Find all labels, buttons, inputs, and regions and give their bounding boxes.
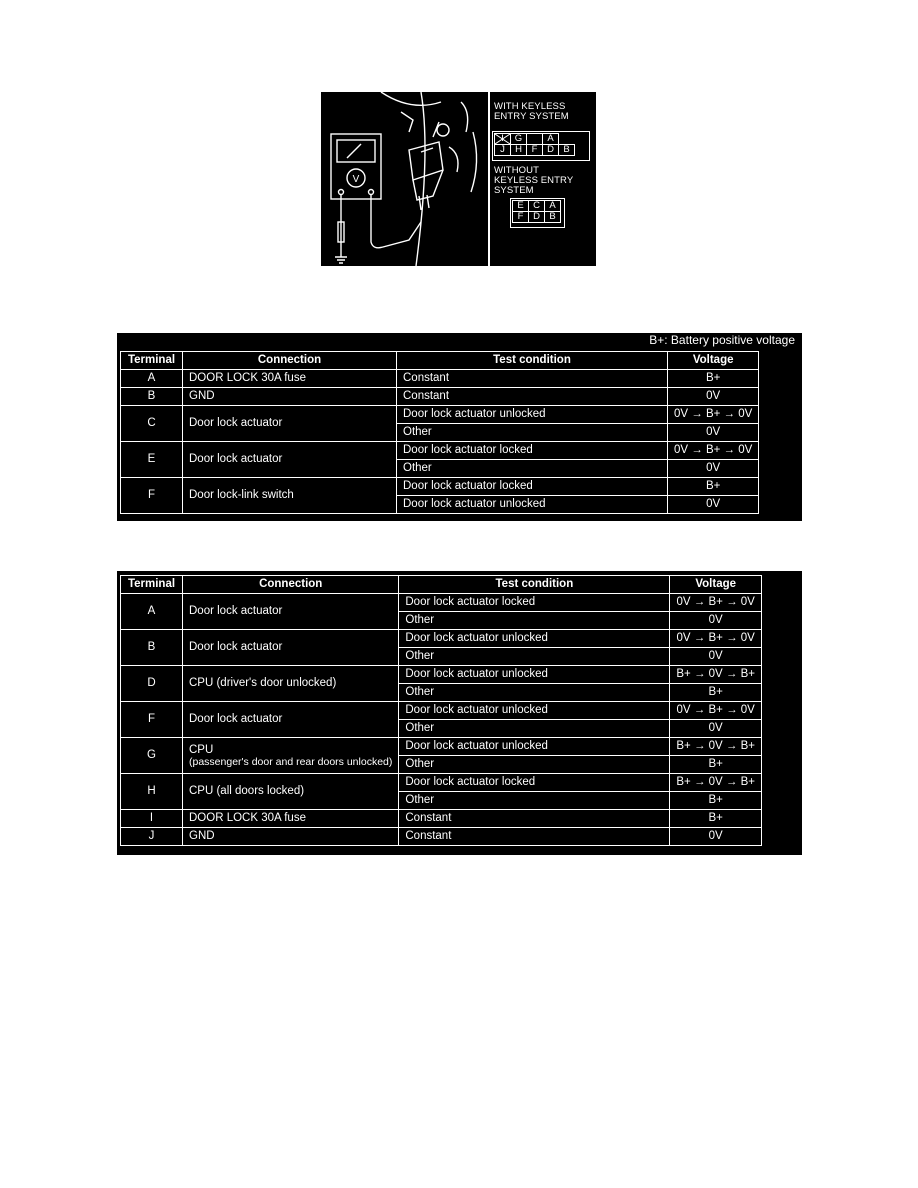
pin: D xyxy=(529,212,545,223)
voltage-cell: 0V xyxy=(670,648,762,666)
connection-sub: (passenger's door and rear doors unlocked) xyxy=(189,755,393,768)
voltage-cell: 0V → B+ → 0V xyxy=(670,702,762,720)
connection-cell: GND xyxy=(183,828,399,846)
table-row xyxy=(121,738,762,756)
voltage-cell: 0V xyxy=(670,828,762,846)
test-cell: Door lock actuator unlocked xyxy=(399,666,670,684)
pin: E xyxy=(513,201,529,212)
table-row xyxy=(121,388,759,406)
pin: C xyxy=(529,201,545,212)
pin: B xyxy=(545,212,561,223)
terminal-cell: I xyxy=(121,810,183,828)
voltage-cell: 0V xyxy=(670,612,762,630)
connection-cell: CPU (all doors locked) xyxy=(183,774,399,810)
terminal-cell: A xyxy=(121,594,183,630)
table-row xyxy=(121,478,759,496)
test-cell: Other xyxy=(399,612,670,630)
blank-pin-cross xyxy=(495,134,510,144)
voltage-cell: B+ → 0V → B+ xyxy=(670,774,762,792)
voltage-cell: B+ xyxy=(668,370,759,388)
voltage-table-2 xyxy=(120,575,762,846)
terminal-cell: B xyxy=(121,630,183,666)
connection-cell: DOOR LOCK 30A fuse xyxy=(183,370,397,388)
voltage-cell: 0V → B+ → 0V xyxy=(670,630,762,648)
pin: F xyxy=(527,145,543,156)
pin: A xyxy=(543,134,559,145)
terminal-cell: F xyxy=(121,702,183,738)
test-cell: Door lock actuator locked xyxy=(397,478,668,496)
voltage-cell: B+ xyxy=(670,756,762,774)
no-keyless-connector xyxy=(512,200,561,223)
voltage-cell: 0V → B+ → 0V xyxy=(668,442,759,460)
test-cell: Door lock actuator locked xyxy=(397,442,668,460)
connection-cell: Door lock actuator xyxy=(183,406,397,442)
connector-diagram xyxy=(321,92,596,266)
terminal-cell: C xyxy=(121,406,183,442)
test-cell: Other xyxy=(397,424,668,442)
voltage-cell: 0V xyxy=(668,424,759,442)
voltage-cell: B+ → 0V → B+ xyxy=(670,666,762,684)
connection-cell: Door lock-link switch xyxy=(183,478,397,514)
table-header-row xyxy=(121,576,762,594)
connection-cell xyxy=(183,738,399,774)
test-cell: Other xyxy=(399,648,670,666)
keyless-connector xyxy=(494,133,575,156)
voltage-cell: B+ → 0V → B+ xyxy=(670,738,762,756)
header-terminal: Terminal xyxy=(121,352,183,370)
table-row xyxy=(121,370,759,388)
test-cell: Door lock actuator unlocked xyxy=(397,496,668,514)
voltage-cell: 0V xyxy=(668,496,759,514)
voltage-cell: B+ xyxy=(668,478,759,496)
voltage-cell: 0V xyxy=(670,720,762,738)
connection-cell: Door lock actuator xyxy=(183,702,399,738)
meter-symbol: V xyxy=(352,174,360,185)
test-cell: Constant xyxy=(399,828,670,846)
test-cell: Other xyxy=(399,792,670,810)
terminal-table-without-keyless xyxy=(117,333,802,521)
no-keyless-label: WITHOUT KEYLESS ENTRY SYSTEM xyxy=(494,165,574,196)
test-cell: Door lock actuator unlocked xyxy=(397,406,668,424)
pin: D xyxy=(543,145,559,156)
test-cell: Other xyxy=(397,460,668,478)
table-row xyxy=(121,702,762,720)
connection-cell: Door lock actuator xyxy=(183,442,397,478)
test-cell: Other xyxy=(399,720,670,738)
test-cell: Door lock actuator unlocked xyxy=(399,630,670,648)
terminal-table-with-keyless xyxy=(117,571,802,855)
terminal-cell: B xyxy=(121,388,183,406)
connection-main: CPU xyxy=(189,743,214,756)
connection-cell: Door lock actuator xyxy=(183,630,399,666)
table-row xyxy=(121,666,762,684)
terminal-cell: A xyxy=(121,370,183,388)
test-cell: Door lock actuator unlocked xyxy=(399,738,670,756)
connection-cell: CPU (driver's door unlocked) xyxy=(183,666,399,702)
voltage-cell: 0V → B+ → 0V xyxy=(668,406,759,424)
battery-voltage-note: B+: Battery positive voltage xyxy=(649,333,795,347)
test-cell: Door lock actuator locked xyxy=(399,774,670,792)
header-test-condition: Test condition xyxy=(399,576,670,594)
table-row xyxy=(121,810,762,828)
test-cell: Constant xyxy=(397,388,668,406)
voltage-cell: B+ xyxy=(670,684,762,702)
connection-cell: GND xyxy=(183,388,397,406)
header-connection: Connection xyxy=(183,576,399,594)
header-test-condition: Test condition xyxy=(397,352,668,370)
table-row xyxy=(121,774,762,792)
terminal-cell: J xyxy=(121,828,183,846)
figure-divider xyxy=(488,92,490,266)
voltage-table-1 xyxy=(120,351,759,514)
table-header-row xyxy=(121,352,759,370)
pin: G xyxy=(511,134,527,145)
terminal-cell: G xyxy=(121,738,183,774)
terminal-cell: F xyxy=(121,478,183,514)
terminal-cell: E xyxy=(121,442,183,478)
test-cell: Door lock actuator locked xyxy=(399,594,670,612)
header-voltage: Voltage xyxy=(668,352,759,370)
voltage-cell: 0V → B+ → 0V xyxy=(670,594,762,612)
keyless-label: WITH KEYLESS ENTRY SYSTEM xyxy=(494,101,569,122)
connection-cell: Door lock actuator xyxy=(183,594,399,630)
voltage-cell: 0V xyxy=(668,460,759,478)
test-cell: Other xyxy=(399,684,670,702)
voltage-cell: 0V xyxy=(668,388,759,406)
pin-blank xyxy=(527,134,543,145)
test-cell: Constant xyxy=(397,370,668,388)
header-connection: Connection xyxy=(183,352,397,370)
pin: J xyxy=(495,145,511,156)
test-cell: Door lock actuator unlocked xyxy=(399,702,670,720)
pin: F xyxy=(513,212,529,223)
table-row xyxy=(121,406,759,424)
table-row xyxy=(121,594,762,612)
connection-cell: DOOR LOCK 30A fuse xyxy=(183,810,399,828)
table-row xyxy=(121,630,762,648)
voltage-cell: B+ xyxy=(670,810,762,828)
header-voltage: Voltage xyxy=(670,576,762,594)
pin: A xyxy=(545,201,561,212)
table-row xyxy=(121,828,762,846)
header-terminal: Terminal xyxy=(121,576,183,594)
test-cell: Other xyxy=(399,756,670,774)
terminal-cell: H xyxy=(121,774,183,810)
pin: B xyxy=(559,145,575,156)
test-cell: Constant xyxy=(399,810,670,828)
pin: H xyxy=(511,145,527,156)
voltage-cell: B+ xyxy=(670,792,762,810)
terminal-cell: D xyxy=(121,666,183,702)
table-row xyxy=(121,442,759,460)
